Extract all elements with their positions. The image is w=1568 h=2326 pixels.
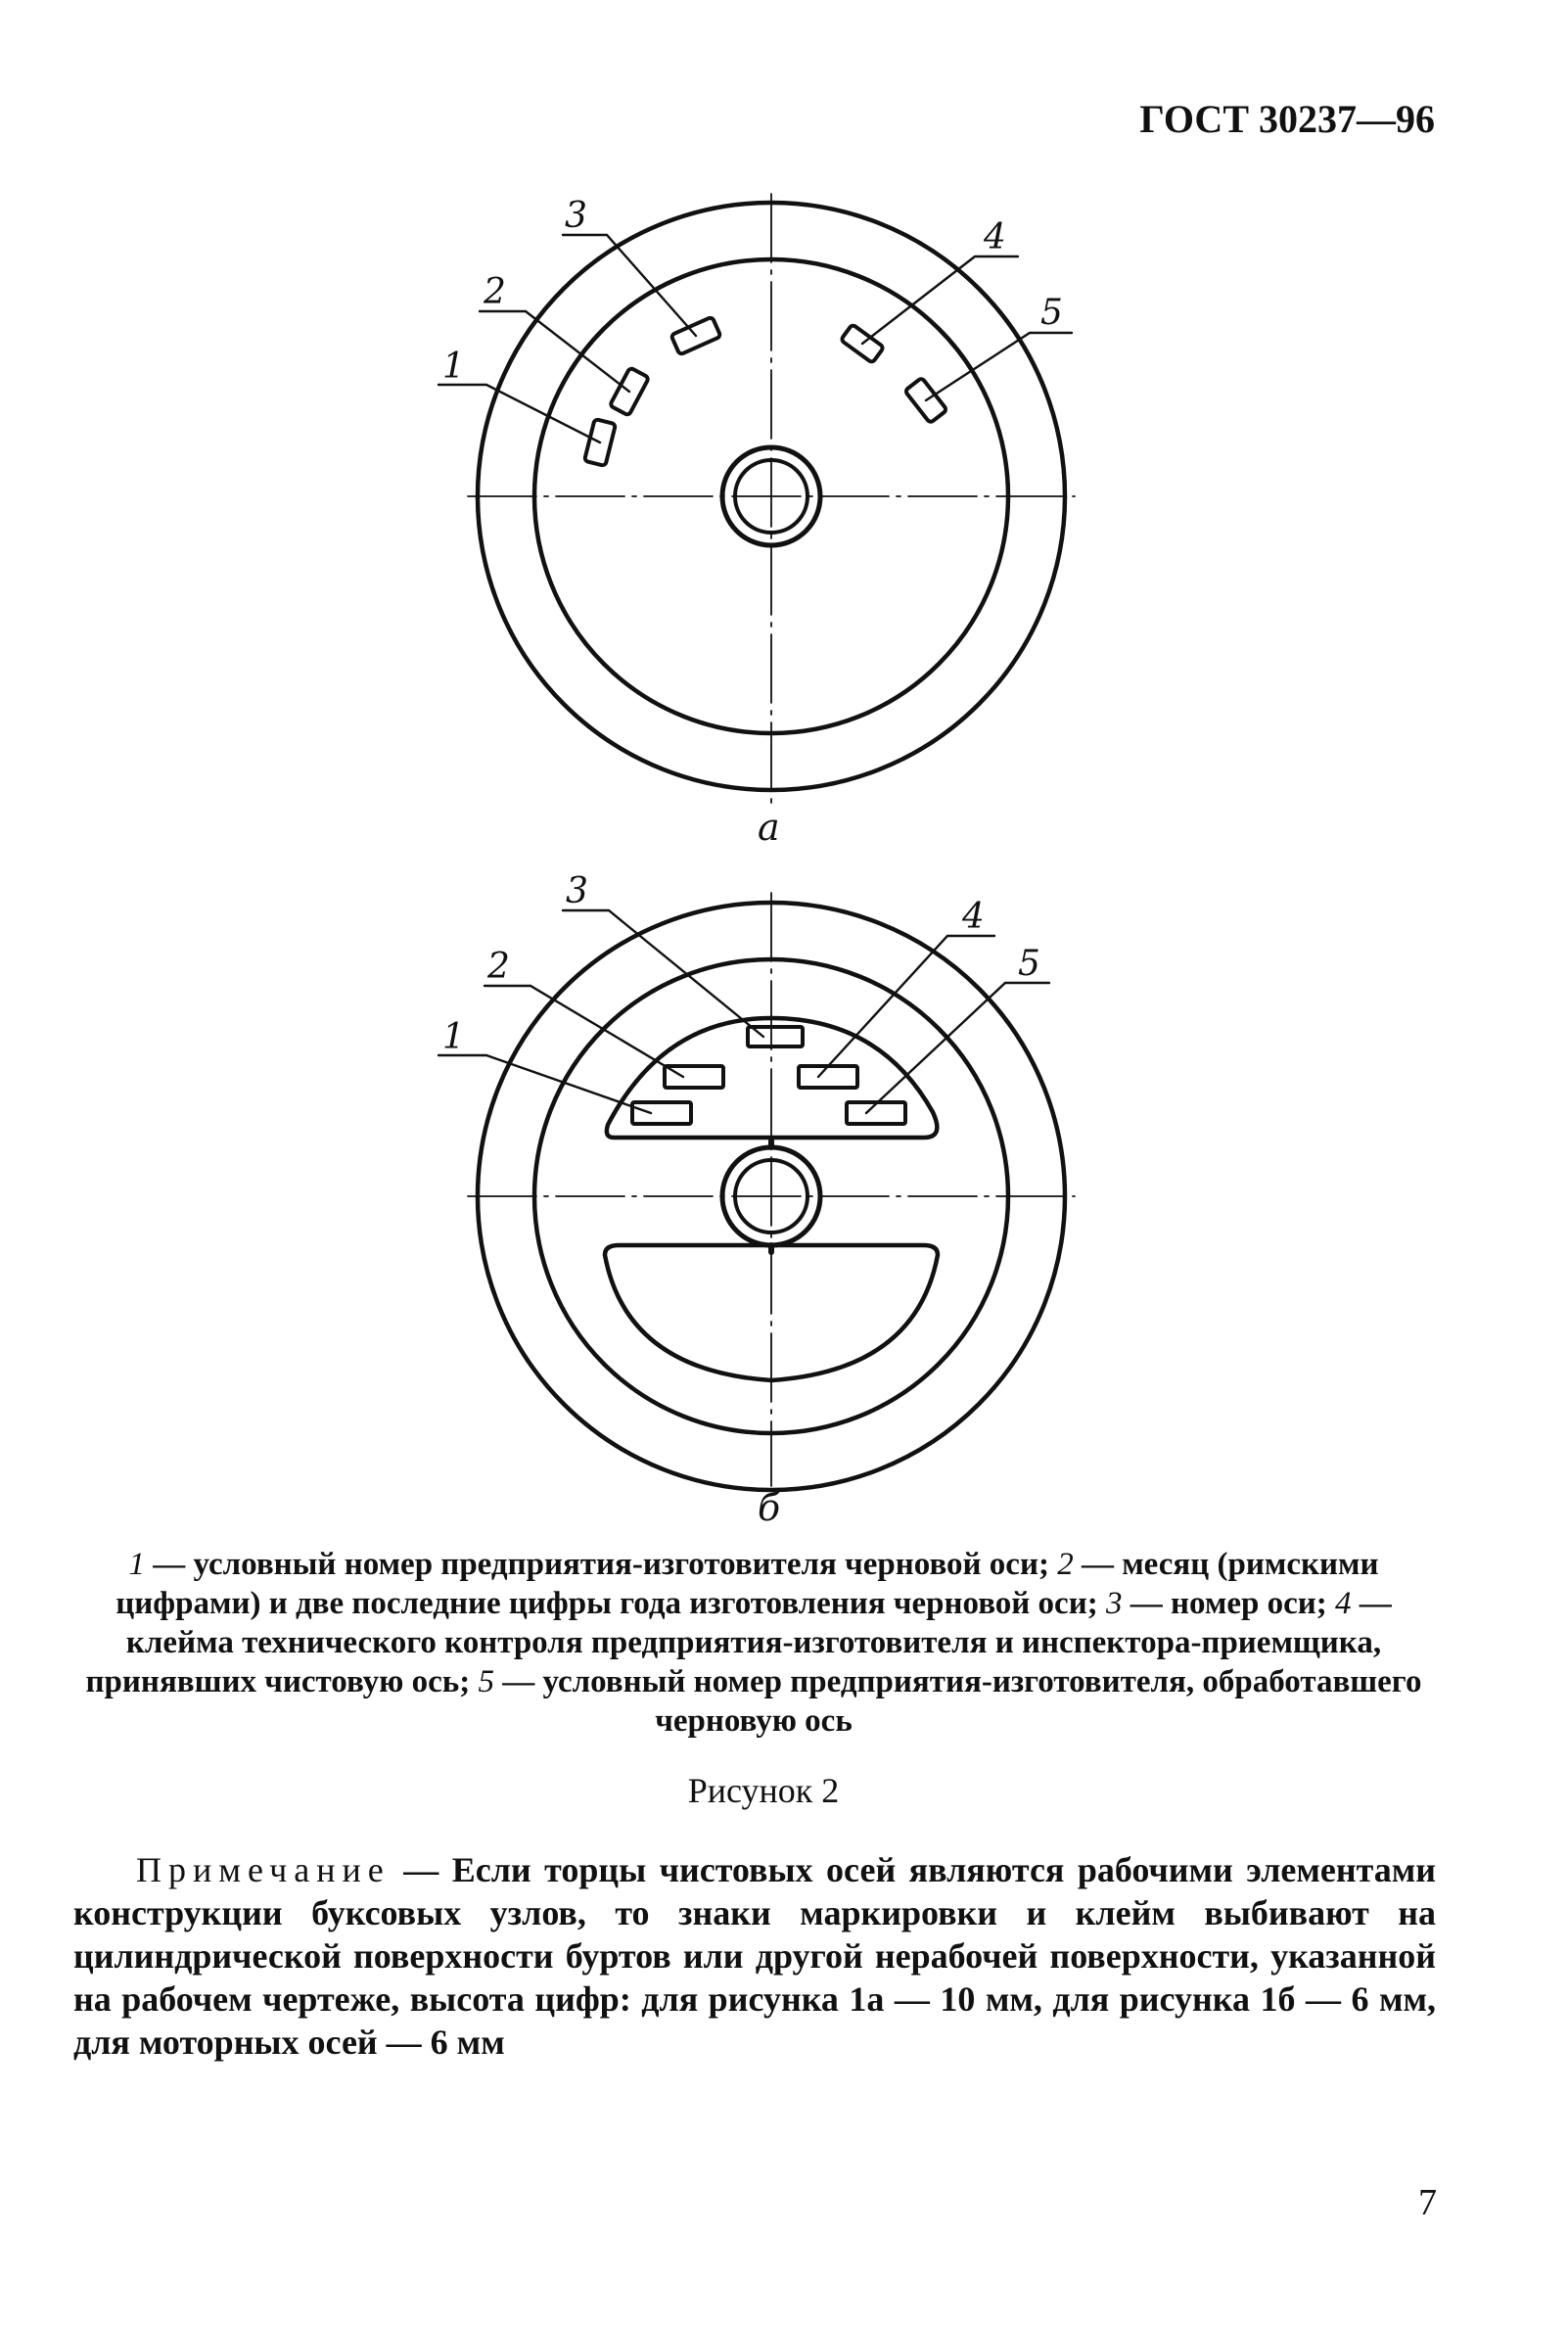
legend-text: — месяц (римскими цифрами) и две последние цифры года изготовления черновой оси; bbox=[115, 1547, 1379, 1621]
callout-5: 5 bbox=[1040, 293, 1063, 333]
callout-4: 4 bbox=[984, 217, 1006, 257]
legend-num: 2 bbox=[1057, 1547, 1074, 1582]
legend-num: 5 bbox=[478, 1664, 494, 1699]
leader-line-1 bbox=[438, 385, 600, 442]
legend-text: — условный номер предприятия-изготовителя черновой оси; bbox=[145, 1547, 1058, 1582]
diagram-b-label: б bbox=[758, 1486, 781, 1529]
leader-line-4 bbox=[818, 936, 994, 1077]
note-text: — Если торцы чистовых осей являются рабочими элементами конструкции буксовых узлов, то знаки маркировки и клейм выбивают на цилиндрической поверхности буртов или другой нерабочей поверхности, указанной на рабочем чертеже, высота цифр: для рисунка 1а — 10 мм, для рисунка 1б — 6 мм, для моторных осей — 6 мм bbox=[73, 1850, 1436, 2062]
callout-3: 3 bbox=[566, 871, 588, 911]
diagram-a-label: а bbox=[758, 806, 780, 849]
callout-3: 3 bbox=[565, 196, 587, 236]
leader-line-5 bbox=[926, 333, 1072, 400]
callout-1: 1 bbox=[442, 347, 465, 387]
page-number: 7 bbox=[1418, 2182, 1437, 2223]
leader-line-3 bbox=[563, 910, 763, 1037]
legend-text: — клейма технического контроля предприятия-изготовителя и инспектора-приемщика, принявших чистовую ось; bbox=[85, 1586, 1392, 1699]
diagram-a bbox=[438, 194, 1075, 809]
stamp-4 bbox=[799, 1066, 857, 1088]
callout-2: 2 bbox=[484, 272, 506, 312]
document-header: ГОСТ 30237—96 bbox=[1139, 97, 1435, 141]
diagram-b bbox=[438, 893, 1075, 1490]
figure-legend bbox=[69, 1545, 1439, 1741]
legend-num: 3 bbox=[1105, 1586, 1123, 1621]
legend-num: 1 bbox=[128, 1547, 145, 1582]
figure-title: Рисунок 2 bbox=[687, 1771, 840, 1810]
note-block bbox=[73, 1848, 1436, 2064]
stamp-5 bbox=[847, 1102, 905, 1124]
legend-text: — номер оси; bbox=[1122, 1586, 1335, 1621]
legend-num: 4 bbox=[1334, 1586, 1352, 1621]
legend-text: — условный номер предприятия-изготовителя, обработавшего черновую ось bbox=[493, 1664, 1422, 1739]
leader-line-3 bbox=[563, 235, 696, 336]
note-label: Примечание bbox=[136, 1850, 391, 1889]
stamp-1 bbox=[632, 1102, 691, 1124]
stamp-2 bbox=[665, 1066, 723, 1088]
callout-5: 5 bbox=[1018, 944, 1040, 984]
callout-2: 2 bbox=[487, 947, 510, 987]
callout-4: 4 bbox=[962, 897, 985, 937]
callout-1: 1 bbox=[442, 1017, 465, 1057]
